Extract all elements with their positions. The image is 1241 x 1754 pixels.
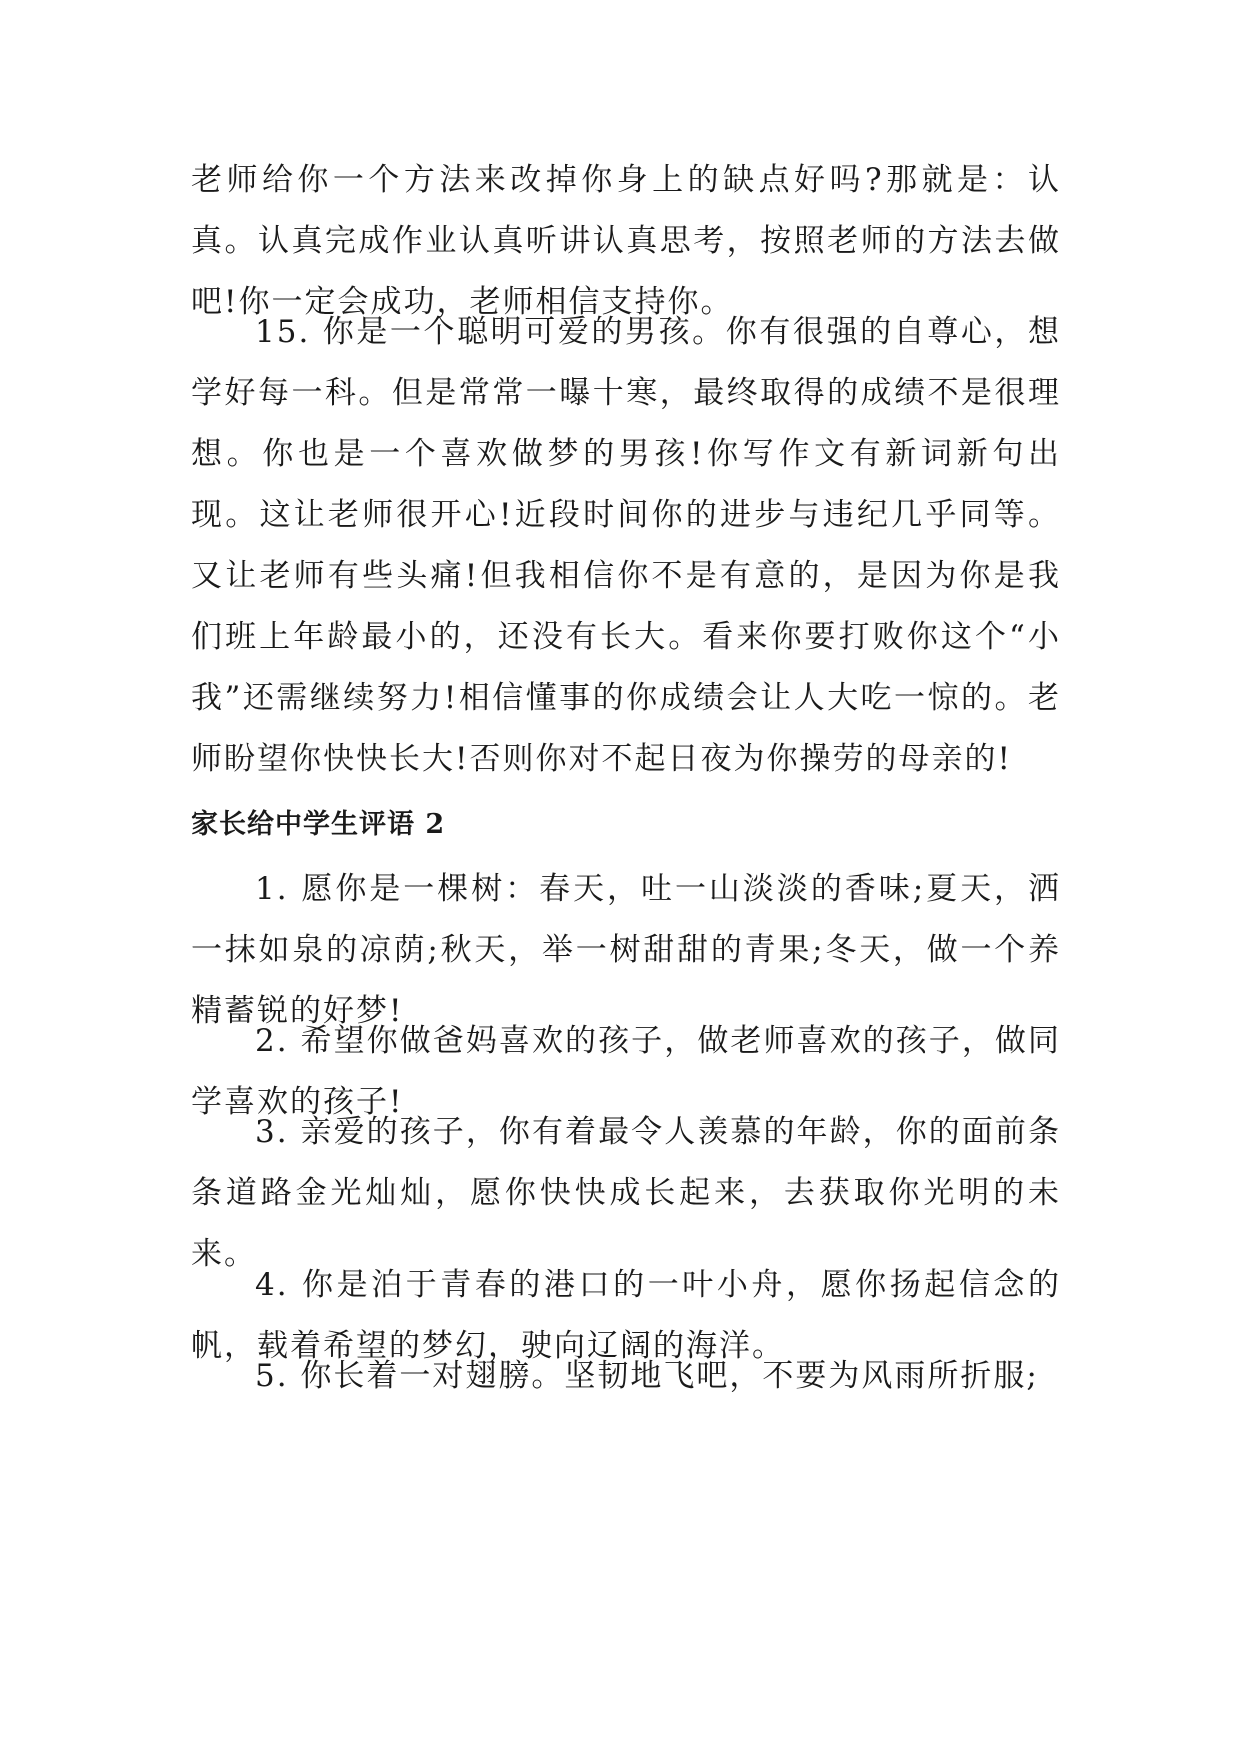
list-item-3: 3. 亲爱的孩子，你有着最令人羡慕的年龄，你的面前条条道路金光灿灿，愿你快快成长起来，去获取你光明的未来。 [191,1114,1061,1272]
section-title: 家长给中学生评语 2 [191,809,446,840]
paragraph-continued: 老师给你一个方法来改掉你身上的缺点好吗?那就是：认真。认真完成作业认真听讲认真思考，按照老师的方法去做吧!你一定会成功，老师相信支持你。 [191,162,1061,320]
list-item-4: 4. 你是泊于青春的港口的一叶小舟，愿你扬起信念的帆，载着希望的梦幻，驶向辽阔的海洋。 [191,1267,1061,1364]
paragraph-item-15: 15. 你是一个聪明可爱的男孩。你有很强的自尊心，想学好每一科。但是常常一曝十寒，最终取得的成绩不是很理想。你也是一个喜欢做梦的男孩!你写作文有新词新句出现。这让老师很开心!近段时间你的进步与违纪几乎同等。又让老师有些头痛!但我相信你不是有意的，是因为你是我们班上年龄最小的，还没有长大。看来你要打败你这个“小我”还需继续努力!相信懂事的你成绩会让人大吃一惊的。老师盼望你快快长大!否则你对不起日夜为你操劳的母亲的! [191,314,1061,777]
list-item-5: 5. 你长着一对翅膀。坚韧地飞吧，不要为风雨所折服; [255,1358,1039,1394]
list-item-1: 1. 愿你是一棵树：春天，吐一山淡淡的香味;夏天，洒一抹如泉的凉荫;秋天，举一树甜甜的青果;冬天，做一个养精蓄锐的好梦! [191,871,1061,1029]
list-item-2: 2. 希望你做爸妈喜欢的孩子，做老师喜欢的孩子，做同学喜欢的孩子! [191,1023,1061,1120]
